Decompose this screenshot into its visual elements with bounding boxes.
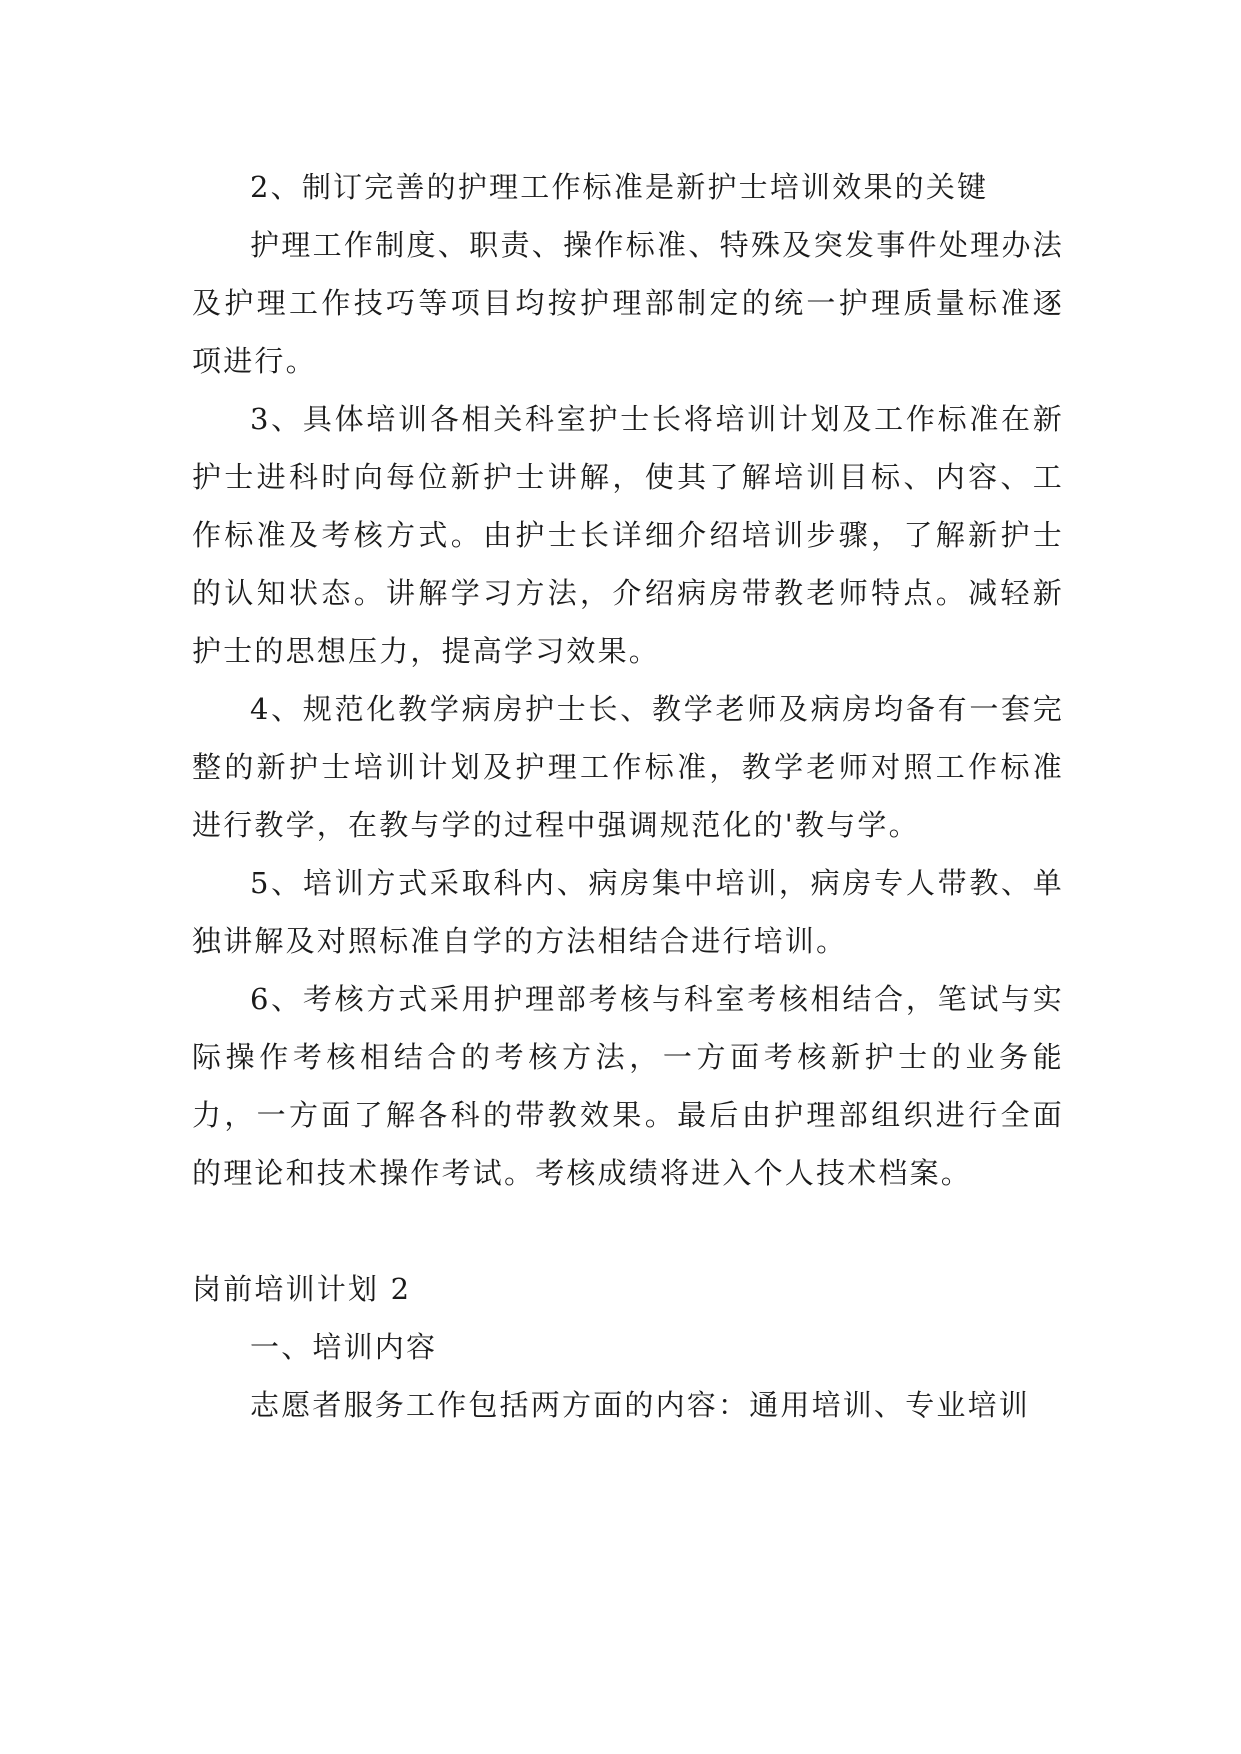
paragraph-5: 5、培训方式采取科内、病房集中培训，病房专人带教、单独讲解及对照标准自学的方法相结合进行培训。 [192, 866, 1064, 958]
paragraph-training-content: 志愿者服务工作包括两方面的内容：通用培训、专业培训 [250, 1388, 1031, 1422]
sub-heading: 一、培训内容 [250, 1330, 438, 1364]
paragraph-2-heading: 2、制订完善的护理工作标准是新护士培训效果的关键 [250, 170, 989, 204]
document-body [192, 158, 1064, 1434]
paragraph-4: 4、规范化教学病房护士长、教学老师及病房均备有一套完整的新护士培训计划及护理工作标准，教学老师对照工作标准进行教学，在教与学的过程中强调规范化的'教与学。 [192, 692, 1064, 842]
paragraph-2-body: 护理工作制度、职责、操作标准、特殊及突发事件处理办法及护理工作技巧等项目均按护理部制定的统一护理质量标准逐项进行。 [192, 228, 1064, 378]
section-title: 岗前培训计划 2 [192, 1272, 412, 1306]
section-gap [192, 1202, 1064, 1260]
paragraph-3: 3、具体培训各相关科室护士长将培训计划及工作标准在新护士进科时向每位新护士讲解，使其了解培训目标、内容、工作标准及考核方式。由护士长详细介绍培训步骤，了解新护士的认知状态。讲解学习方法，介绍病房带教老师特点。减轻新护士的思想压力，提高学习效果。 [192, 402, 1064, 668]
paragraph-6: 6、考核方式采用护理部考核与科室考核相结合，笔试与实际操作考核相结合的考核方法，一方面考核新护士的业务能力，一方面了解各科的带教效果。最后由护理部组织进行全面的理论和技术操作考试。考核成绩将进入个人技术档案。 [192, 982, 1064, 1190]
